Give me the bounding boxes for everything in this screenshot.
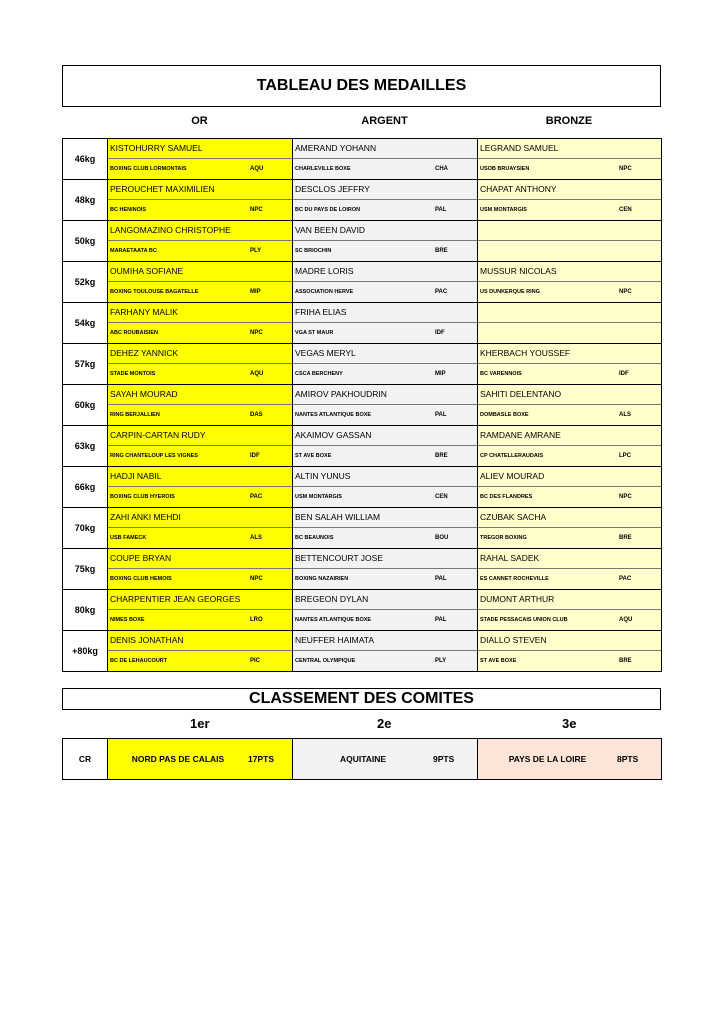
weight-category: 70kg: [63, 508, 108, 549]
silver-region-code: PAL: [435, 207, 447, 213]
second-place-cell: [293, 739, 478, 780]
second-place-name: AQUITAINE: [339, 754, 387, 764]
bronze-boxer-name: RAHAL SADEK: [478, 549, 661, 569]
bronze-medal-cell: [478, 303, 662, 344]
bronze-boxer-name: [478, 303, 661, 323]
bronze-boxer-name: CHAPAT ANTHONY: [478, 180, 661, 200]
bronze-column-header: BRONZE: [545, 115, 593, 127]
bronze-club-name: TREGOR BOXING: [480, 535, 527, 541]
gold-column-header: OR: [191, 115, 208, 127]
gold-medal-cell: [108, 180, 293, 221]
third-place-name: PAYS DE LA LOIRE: [508, 754, 587, 764]
bronze-boxer-name: DIALLO STEVEN: [478, 631, 661, 651]
gold-club-name: USB FAMECK: [110, 535, 147, 541]
gold-region-code: AQU: [250, 166, 264, 172]
gold-medal-cell: [108, 344, 293, 385]
weight-category: 57kg: [63, 344, 108, 385]
silver-medal-cell: [293, 631, 478, 672]
gold-club-name: BOXING TOULOUSE BAGATELLE: [110, 289, 199, 295]
silver-club-name: SC BRIOCHIN: [295, 248, 332, 254]
gold-region-code: NPC: [250, 207, 263, 213]
gold-region-code: IDF: [250, 453, 260, 459]
bronze-medal-cell: [478, 590, 662, 631]
bronze-medal-cell: [478, 467, 662, 508]
weight-category: 63kg: [63, 426, 108, 467]
silver-medal-cell: [293, 221, 478, 262]
bronze-region-code: CEN: [619, 207, 632, 213]
weight-category: 46kg: [63, 139, 108, 180]
gold-boxer-name: SAYAH MOURAD: [108, 385, 292, 405]
gold-region-code: DAS: [250, 412, 263, 418]
silver-boxer-name: AMERAND YOHANN: [293, 139, 477, 159]
silver-club-name: BC DU PAYS DE LOIRON: [295, 207, 361, 213]
gold-region-code: MIP: [250, 289, 261, 295]
silver-club-name: CENTRAL OLYMPIQUE: [295, 658, 356, 664]
bronze-region-code: NPC: [619, 289, 632, 295]
bronze-medal-cell: [478, 385, 662, 426]
silver-medal-cell: [293, 590, 478, 631]
rank-second-label: 2e: [377, 716, 392, 731]
silver-region-code: BRE: [435, 453, 448, 459]
silver-club-name: USM MONTARGIS: [295, 494, 342, 500]
rank-headers: [62, 716, 661, 732]
gold-medal-cell: [108, 139, 293, 180]
silver-boxer-name: VAN BEEN DAVID: [293, 221, 477, 241]
table-row: [63, 385, 662, 426]
gold-region-code: NPC: [250, 576, 263, 582]
classement-table: [62, 738, 662, 780]
gold-club-name: RING CHANTELOUP LES VIGNES: [110, 453, 198, 459]
table-row: [63, 262, 662, 303]
gold-region-code: PLY: [250, 248, 262, 254]
gold-boxer-name: FARHANY MALIK: [108, 303, 292, 323]
third-place-points: 8PTS: [617, 754, 639, 764]
gold-club-name: RING BERJALLIEN: [110, 412, 160, 418]
silver-medal-cell: [293, 344, 478, 385]
table-row: [63, 549, 662, 590]
bronze-region-code: AQU: [619, 617, 633, 623]
bronze-medal-cell: [478, 180, 662, 221]
gold-medal-cell: [108, 508, 293, 549]
silver-boxer-name: BETTENCOURT JOSE: [293, 549, 477, 569]
silver-region-code: PAC: [435, 289, 448, 295]
gold-medal-cell: [108, 385, 293, 426]
gold-medal-cell: [108, 262, 293, 303]
silver-medal-cell: [293, 180, 478, 221]
weight-category: 80kg: [63, 590, 108, 631]
gold-boxer-name: LANGOMAZINO CHRISTOPHE: [108, 221, 292, 241]
silver-club-name: BC BEAUNOIS: [295, 535, 334, 541]
table-row: [63, 180, 662, 221]
bronze-boxer-name: RAMDANE AMRANE: [478, 426, 661, 446]
bronze-boxer-name: DUMONT ARTHUR: [478, 590, 661, 610]
bronze-club-name: ST AVE BOXE: [480, 658, 517, 664]
table-row: [63, 344, 662, 385]
bronze-club-name: BC DES FLANDRES: [480, 494, 533, 500]
bronze-boxer-name: SAHITI DELENTANO: [478, 385, 661, 405]
table-row: [63, 426, 662, 467]
bronze-club-name: USOB BRUAYSIEN: [480, 166, 530, 172]
silver-boxer-name: FRIHA ELIAS: [293, 303, 477, 323]
table-row: [63, 303, 662, 344]
silver-medal-cell: [293, 139, 478, 180]
gold-region-code: ALS: [250, 535, 262, 541]
gold-medal-cell: [108, 590, 293, 631]
silver-medal-cell: [293, 426, 478, 467]
bronze-region-code: IDF: [619, 371, 629, 377]
bronze-boxer-name: [478, 221, 661, 241]
bronze-boxer-name: MUSSUR NICOLAS: [478, 262, 661, 282]
bronze-club-name: DOMBASLE BOXE: [480, 412, 529, 418]
bronze-club-name: USM MONTARGIS: [480, 207, 527, 213]
gold-boxer-name: OUMIHA SOFIANE: [108, 262, 292, 282]
silver-boxer-name: ALTIN YUNUS: [293, 467, 477, 487]
bronze-region-code: BRE: [619, 658, 632, 664]
silver-boxer-name: DESCLOS JEFFRY: [293, 180, 477, 200]
page-title: TABLEAU DES MEDAILLES: [62, 65, 661, 107]
gold-region-code: NPC: [250, 330, 263, 336]
weight-category: 66kg: [63, 467, 108, 508]
classement-title: CLASSEMENT DES COMITES: [62, 688, 661, 710]
gold-region-code: PIC: [250, 658, 261, 664]
weight-category: 60kg: [63, 385, 108, 426]
silver-club-name: ST AVE BOXE: [295, 453, 332, 459]
silver-boxer-name: NEUFFER HAIMATA: [293, 631, 477, 651]
classement-row: [63, 739, 662, 780]
silver-boxer-name: BEN SALAH WILLIAM: [293, 508, 477, 528]
silver-region-code: PAL: [435, 576, 447, 582]
gold-boxer-name: COUPE BRYAN: [108, 549, 292, 569]
bronze-club-name: ES CANNET ROCHEVILLE: [480, 576, 549, 582]
gold-club-name: BOXING CLUB HEMOIS: [110, 576, 172, 582]
gold-boxer-name: HADJI NABIL: [108, 467, 292, 487]
silver-club-name: VGA ST MAUR: [295, 330, 334, 336]
silver-club-name: CSCA BERCHENY: [295, 371, 343, 377]
bronze-region-code: LPC: [619, 453, 631, 459]
first-place-points: 17PTS: [248, 754, 274, 764]
bronze-region-code: NPC: [619, 494, 632, 500]
silver-region-code: BRE: [435, 248, 448, 254]
silver-region-code: MIP: [435, 371, 446, 377]
gold-medal-cell: [108, 303, 293, 344]
gold-club-name: MARAETAATA BC: [110, 248, 157, 254]
gold-club-name: BOXING CLUB LORMONTAIS: [110, 166, 187, 172]
rank-third-label: 3e: [562, 716, 577, 731]
gold-club-name: NIMES BOXE: [110, 617, 145, 623]
medal-table: [62, 138, 662, 672]
gold-medal-cell: [108, 467, 293, 508]
gold-medal-cell: [108, 426, 293, 467]
first-place-name: NORD PAS DE CALAIS: [131, 754, 225, 764]
silver-region-code: CHA: [435, 166, 448, 172]
silver-boxer-name: MADRE LORIS: [293, 262, 477, 282]
bronze-medal-cell: [478, 221, 662, 262]
gold-medal-cell: [108, 549, 293, 590]
bronze-club-name: STADE PESSACAIS UNION CLUB: [480, 617, 568, 623]
weight-category: 52kg: [63, 262, 108, 303]
silver-club-name: NANTES ATLANTIQUE BOXE: [295, 412, 372, 418]
gold-club-name: BOXING CLUB HYEROIS: [110, 494, 175, 500]
gold-medal-cell: [108, 221, 293, 262]
gold-club-name: BC DE LEHAUCOURT: [110, 658, 168, 664]
first-place-cell: [108, 739, 293, 780]
weight-category: 54kg: [63, 303, 108, 344]
table-row: [63, 139, 662, 180]
silver-region-code: PAL: [435, 412, 447, 418]
gold-region-code: PAC: [250, 494, 263, 500]
silver-region-code: BOU: [435, 535, 449, 541]
bronze-club-name: CP CHATELLERAUDAIS: [480, 453, 544, 459]
silver-region-code: PLY: [435, 658, 447, 664]
gold-club-name: STADE MONTOIS: [110, 371, 156, 377]
bronze-boxer-name: KHERBACH YOUSSEF: [478, 344, 661, 364]
row-label: CR: [63, 739, 108, 780]
silver-medal-cell: [293, 508, 478, 549]
silver-boxer-name: AKAIMOV GASSAN: [293, 426, 477, 446]
weight-category: 50kg: [63, 221, 108, 262]
bronze-medal-cell: [478, 508, 662, 549]
bronze-medal-cell: [478, 344, 662, 385]
bronze-medal-cell: [478, 139, 662, 180]
silver-club-name: CHARLEVILLE BOXE: [295, 166, 351, 172]
silver-boxer-name: AMIROV PAKHOUDRIN: [293, 385, 477, 405]
silver-medal-cell: [293, 467, 478, 508]
bronze-region-code: NPC: [619, 166, 632, 172]
silver-medal-cell: [293, 303, 478, 344]
table-row: [63, 508, 662, 549]
bronze-region-code: ALS: [619, 412, 631, 418]
bronze-club-name: US DUNKERQUE RING: [480, 289, 540, 295]
silver-medal-cell: [293, 385, 478, 426]
silver-boxer-name: BREGEON DYLAN: [293, 590, 477, 610]
silver-club-name: BOXING NAZAIRIEN: [295, 576, 349, 582]
silver-club-name: ASSOCIATION HERVE: [295, 289, 354, 295]
gold-medal-cell: [108, 631, 293, 672]
table-row: [63, 631, 662, 672]
weight-category: +80kg: [63, 631, 108, 672]
silver-medal-cell: [293, 549, 478, 590]
gold-club-name: BC HENINOIS: [110, 207, 147, 213]
third-place-cell: [478, 739, 662, 780]
table-row: [63, 590, 662, 631]
bronze-medal-cell: [478, 426, 662, 467]
gold-boxer-name: PEROUCHET MAXIMILIEN: [108, 180, 292, 200]
silver-medal-cell: [293, 262, 478, 303]
bronze-boxer-name: ALIEV MOURAD: [478, 467, 661, 487]
bronze-boxer-name: CZUBAK SACHA: [478, 508, 661, 528]
gold-boxer-name: DENIS JONATHAN: [108, 631, 292, 651]
column-headers: [62, 115, 661, 131]
bronze-region-code: BRE: [619, 535, 632, 541]
gold-boxer-name: KISTOHURRY SAMUEL: [108, 139, 292, 159]
rank-first-label: 1er: [190, 716, 210, 731]
silver-column-header: ARGENT: [361, 115, 408, 127]
table-row: [63, 467, 662, 508]
second-place-points: 9PTS: [433, 754, 455, 764]
bronze-boxer-name: LEGRAND SAMUEL: [478, 139, 661, 159]
bronze-club-name: BC VARENNOIS: [480, 371, 522, 377]
silver-region-code: CEN: [435, 494, 448, 500]
silver-boxer-name: VEGAS MERYL: [293, 344, 477, 364]
bronze-medal-cell: [478, 549, 662, 590]
gold-boxer-name: DEHEZ YANNICK: [108, 344, 292, 364]
bronze-medal-cell: [478, 262, 662, 303]
gold-region-code: AQU: [250, 371, 264, 377]
gold-boxer-name: ZAHI ANKI MEHDI: [108, 508, 292, 528]
silver-region-code: PAL: [435, 617, 447, 623]
gold-club-name: ABC ROUBAISIEN: [110, 330, 158, 336]
bronze-region-code: PAC: [619, 576, 632, 582]
weight-category: 75kg: [63, 549, 108, 590]
gold-boxer-name: CHARPENTIER JEAN GEORGES: [108, 590, 292, 610]
gold-boxer-name: CARPIN-CARTAN RUDY: [108, 426, 292, 446]
table-row: [63, 221, 662, 262]
bronze-medal-cell: [478, 631, 662, 672]
silver-club-name: NANTES ATLANTIQUE BOXE: [295, 617, 372, 623]
silver-region-code: IDF: [435, 330, 445, 336]
weight-category: 48kg: [63, 180, 108, 221]
gold-region-code: LRO: [250, 617, 263, 623]
